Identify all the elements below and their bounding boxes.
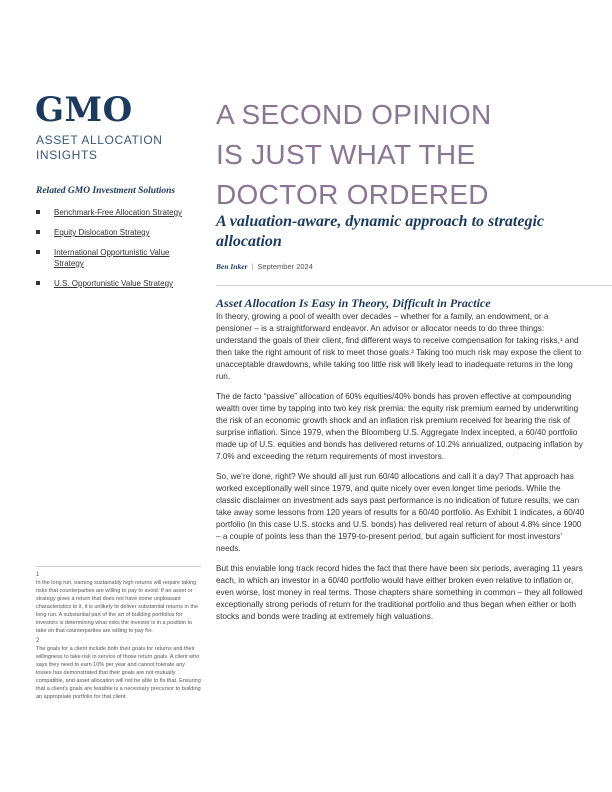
footnote-number: 2 [36,638,40,644]
link-international-opportunistic-value[interactable]: International Opportunistic Value Strategy [54,248,170,268]
bullet-icon [36,230,40,234]
link-equity-dislocation[interactable]: Equity Dislocation Strategy [54,228,150,237]
bullet-icon [36,210,40,214]
series-label [36,133,206,163]
link-us-opportunistic-value[interactable]: U.S. Opportunistic Value Strategy [54,279,174,288]
related-item [36,247,201,269]
section-heading: Asset Allocation Is Easy in Theory, Difficult in Practice [216,296,491,310]
footnote-text: The goals for a client include both their goals for returns and their willingness to take risk in service of those return goals. A client who says they need to earn 10% per year and cannot tolerate any losses has demonstrated that their goals are not mutually compatible, and asset allocation will not be able to fix that. Ensuring that a client’s goals are feasible is a necessary precursor to building an appropriate portfolio for that client. [36,646,201,700]
title-line-2: IS JUST WHAT THE [216,139,476,170]
footnote-text: In the long run, earning sustainably high returns will require taking risks that counterparties are willing to pay to avoid. If an asset or strategy gives a return that does not have some unpleasant characteristics to it, it is unlikely to deliver substantial returns in the long run. A substantial part of the art of building portfolios for investors is determining what risks the investor is in a position to take on that counterparties are willing to pay for. [36,580,199,634]
series-line-1: ASSET ALLOCATION [36,133,163,147]
bullet-icon [36,281,40,285]
byline [216,262,313,271]
footnotes [36,566,201,702]
gmo-logo: GMO [35,90,133,130]
title-line-1: A SECOND OPINION [216,99,492,130]
related-solutions [36,186,201,298]
related-item [36,227,201,238]
body-paragraph: So, we’re done, right? We should all just run 60/40 allocations and call it a day? That approach has worked exceptionally well since 1979, and quite nicely over even longer time periods. While the classic disclaimer on investment ads says past performance is no indication of future results, we can take away some lessons from 120 years of results for a 60/40 portfolio. As Exhibit 1 indicates, a 60/40 portfolio (in this case U.S. stocks and U.S. bonds) has delivered real return of about 4.8% since 1900 – a couple of points less than the 1979-to-present period, but again sufficient for most investors’ needs. [216,472,585,553]
body-paragraph: But this enviable long track record hides the fact that there have been six periods, averaging 11 years each, in which an investor in a 60/40 portfolio would have either broken even relative to inflation or, even worse, lost money in real terms. Those chapters share something in common – they all followed exceptionally strong periods of return for the traditional portfolio and thus began when either or both stocks and bonds were trading at extremely high valuations. [216,564,583,621]
body-paragraph: In theory, growing a pool of wealth over decades – whether for a family, an endowment, or a pensioner – is a straightforward endeavor. An advisor or allocator needs to do three things: understand the goals of their client, find different ways to receive compensation for taking risks,¹ and then take the right amount of risk to meet those goals.² Taking too much risk may expose the client to unacceptable drawdowns, while taking too little risk will likely lead to inadequate returns in the long run. [216,312,582,381]
article-title [216,95,596,215]
header-divider [216,285,612,286]
bullet-icon [36,250,40,254]
related-item [36,278,201,289]
footnote-divider [36,566,201,567]
related-solutions-list [36,207,201,289]
related-solutions-title: Related GMO Investment Solutions [36,186,176,196]
series-line-2: INSIGHTS [36,148,98,162]
footnote-number: 1 [36,572,40,578]
author-name: Ben Inker [216,262,248,271]
publish-date: September 2024 [257,262,313,271]
body-paragraph: The de facto “passive” allocation of 60% equities/40% bonds has proven effective at compounding wealth over time by tapping into two key risk premia: the equity risk premium earned by underwriting the risk of an economic growth shock and an inflation risk premium received for bearing the risk of surprise inflation. Since 1979, when the Bloomberg U.S. Aggregate Index incepted, a 60/40 portfolio made up of U.S. equities and bonds has delivered returns of 10.2% annualized, outpacing inflation by 7.0% and exceeding the return requirements of most investors. [216,392,583,461]
article-subtitle: A valuation-aware, dynamic approach to strategic allocation [216,213,545,250]
byline-separator: | [251,262,254,271]
article-body [216,311,586,631]
link-benchmark-free-allocation[interactable]: Benchmark-Free Allocation Strategy [54,208,183,217]
title-line-3: DOCTOR ORDERED [216,179,489,210]
related-item [36,207,201,218]
